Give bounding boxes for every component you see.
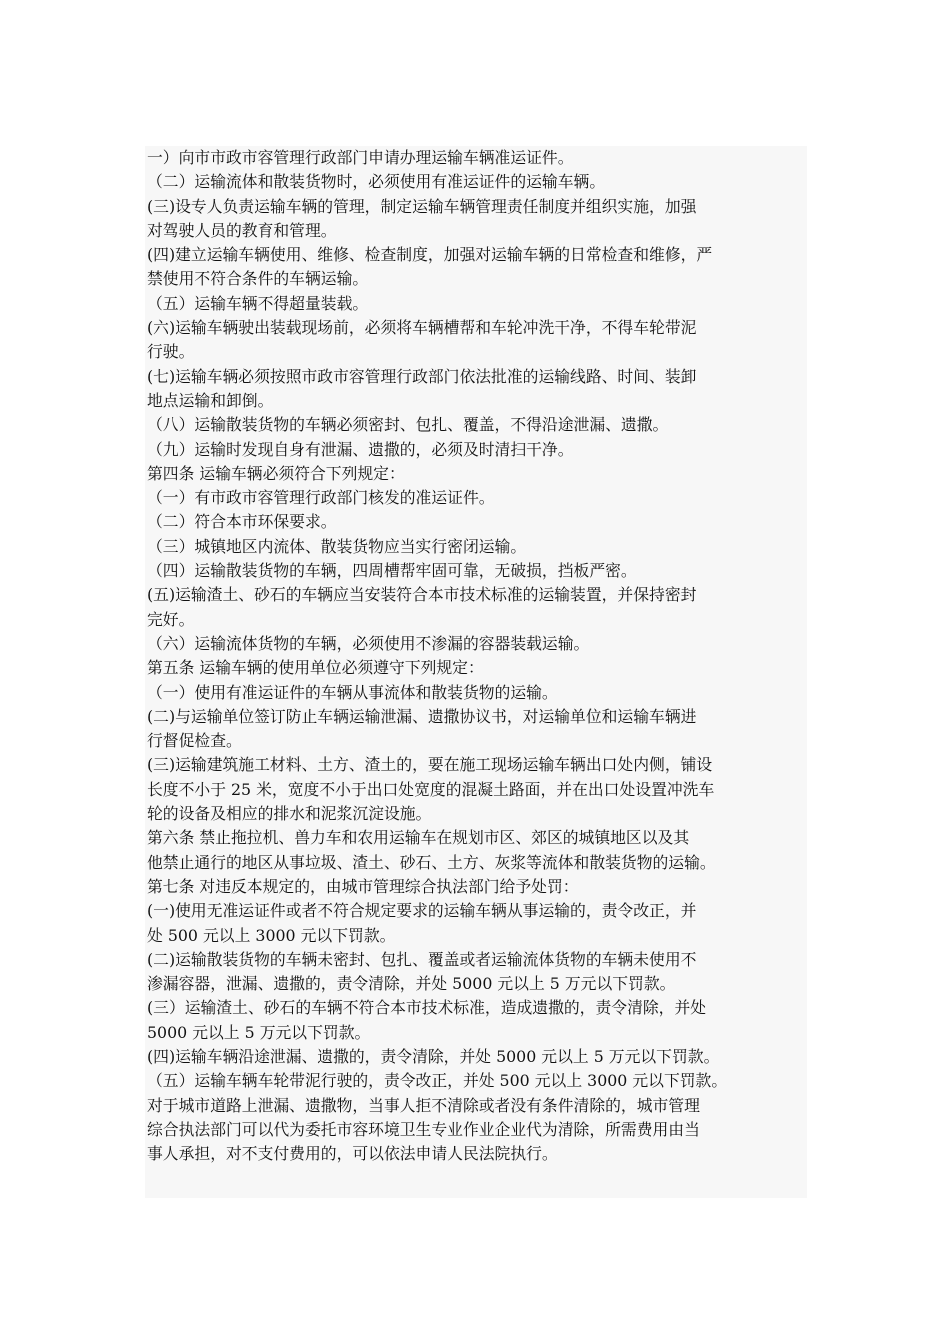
text-line: 事人承担，对不支付费用的，可以依法申请人民法院执行。 [147, 1144, 558, 1164]
text-line: (三)运输建筑施工材料、土方、渣土的，要在施工现场运输车辆出口处内侧，铺设 [147, 755, 713, 775]
text-line: （四）运输散装货物的车辆，四周槽帮牢固可靠，无破损，挡板严密。 [147, 561, 637, 581]
text-line: (四)建立运输车辆使用、维修、检查制度，加强对运输车辆的日常检查和维修，严 [147, 245, 713, 265]
text-line: （五）运输车辆不得超量装载。 [147, 293, 369, 313]
text-line: 综合执法部门可以代为委托市容环境卫生专业作业企业代为清除，所需费用由当 [147, 1119, 700, 1139]
text-line: （二）运输流体和散装货物时，必须使用有准运证件的运输车辆。 [147, 172, 606, 192]
text-line: (五)运输渣土、砂石的车辆应当安装符合本市技术标准的运输装置，并保持密封 [147, 585, 697, 605]
text-line: (七)运输车辆必须按照市政市容管理行政部门依法批准的运输线路、时间、装卸 [147, 366, 697, 386]
text-line: （九）运输时发现自身有泄漏、遗撒的，必须及时清扫干净。 [147, 439, 574, 459]
text-line: 轮的设备及相应的排水和泥浆沉淀设施。 [147, 804, 432, 824]
text-line: 禁使用不符合条件的车辆运输。 [147, 269, 369, 289]
text-line: (二)与运输单位签订防止车辆运输泄漏、遗撒协议书，对运输单位和运输车辆进 [147, 706, 697, 726]
text-line: 一）向市市政市容管理行政部门申请办理运输车辆准运证件。 [147, 148, 574, 167]
text-line: （二）符合本市环保要求。 [147, 512, 337, 532]
text-line: 地点运输和卸倒。 [147, 390, 274, 410]
article-heading: 第四条 运输车辆必须符合下列规定： [147, 463, 405, 483]
document-text [145, 146, 807, 1166]
text-line: (三）运输渣土、砂石的车辆不符合本市技术标准，造成遗撒的，责令清除，并处 [147, 998, 707, 1018]
document-body [145, 146, 807, 1198]
text-line: 对于城市道路上泄漏、遗撒物，当事人拒不清除或者没有条件清除的，城市管理 [147, 1095, 700, 1115]
text-line: （三）城镇地区内流体、散装货物应当实行密闭运输。 [147, 536, 527, 556]
text-line: (三)设专人负责运输车辆的管理，制定运输车辆管理责任制度并组织实施，加强 [147, 196, 697, 216]
text-line: 行驶。 [147, 342, 195, 362]
text-line: (四)运输车辆沿途泄漏、遗撒的，责令清除，并处 5000 元以上 5 万元以下罚款。 [147, 1046, 720, 1066]
text-line: (一)使用无准运证件或者不符合规定要求的运输车辆从事运输的，责令改正，并 [147, 901, 697, 921]
article-heading: 第五条 运输车辆的使用单位必须遵守下列规定： [147, 658, 484, 678]
text-line: 长度不小于 25 米，宽度不小于出口处宽度的混凝土路面，并在出口处设置冲洗车 [147, 779, 715, 799]
text-line: (二)运输散装货物的车辆未密封、包扎、覆盖或者运输流体货物的车辆未使用不 [147, 949, 697, 969]
article-heading: 第六条 禁止拖拉机、兽力车和农用运输车在规划市区、郊区的城镇地区以及其 [147, 828, 690, 848]
text-line: 渗漏容器，泄漏、遗撒的，责令清除，并处 5000 元以上 5 万元以下罚款。 [147, 974, 676, 994]
text-line: 他禁止通行的地区从事垃圾、渣土、砂石、土方、灰浆等流体和散装货物的运输。 [147, 852, 716, 872]
text-line: 5000 元以上 5 万元以下罚款。 [147, 1022, 371, 1042]
article-heading: 第七条 对违反本规定的，由城市管理综合执法部门给予处罚： [147, 876, 579, 896]
text-line: (六)运输车辆驶出装载现场前，必须将车辆槽帮和车轮冲洗干净，不得车轮带泥 [147, 318, 697, 338]
text-line: （一）有市政市容管理行政部门核发的准运证件。 [147, 488, 495, 508]
text-line: 行督促检查。 [147, 731, 242, 751]
text-line: （八）运输散装货物的车辆必须密封、包扎、覆盖，不得沿途泄漏、遗撒。 [147, 415, 669, 435]
text-line: 处 500 元以上 3000 元以下罚款。 [147, 925, 396, 945]
text-line: （五）运输车辆车轮带泥行驶的，责令改正，并处 500 元以上 3000 元以下罚款。 [147, 1071, 728, 1091]
text-line: 对驾驶人员的教育和管理。 [147, 220, 337, 240]
text-line: （六）运输流体货物的车辆，必须使用不渗漏的容器装载运输。 [147, 633, 590, 653]
text-line: （一）使用有准运证件的车辆从事流体和散装货物的运输。 [147, 682, 558, 702]
text-line: 完好。 [147, 609, 195, 629]
